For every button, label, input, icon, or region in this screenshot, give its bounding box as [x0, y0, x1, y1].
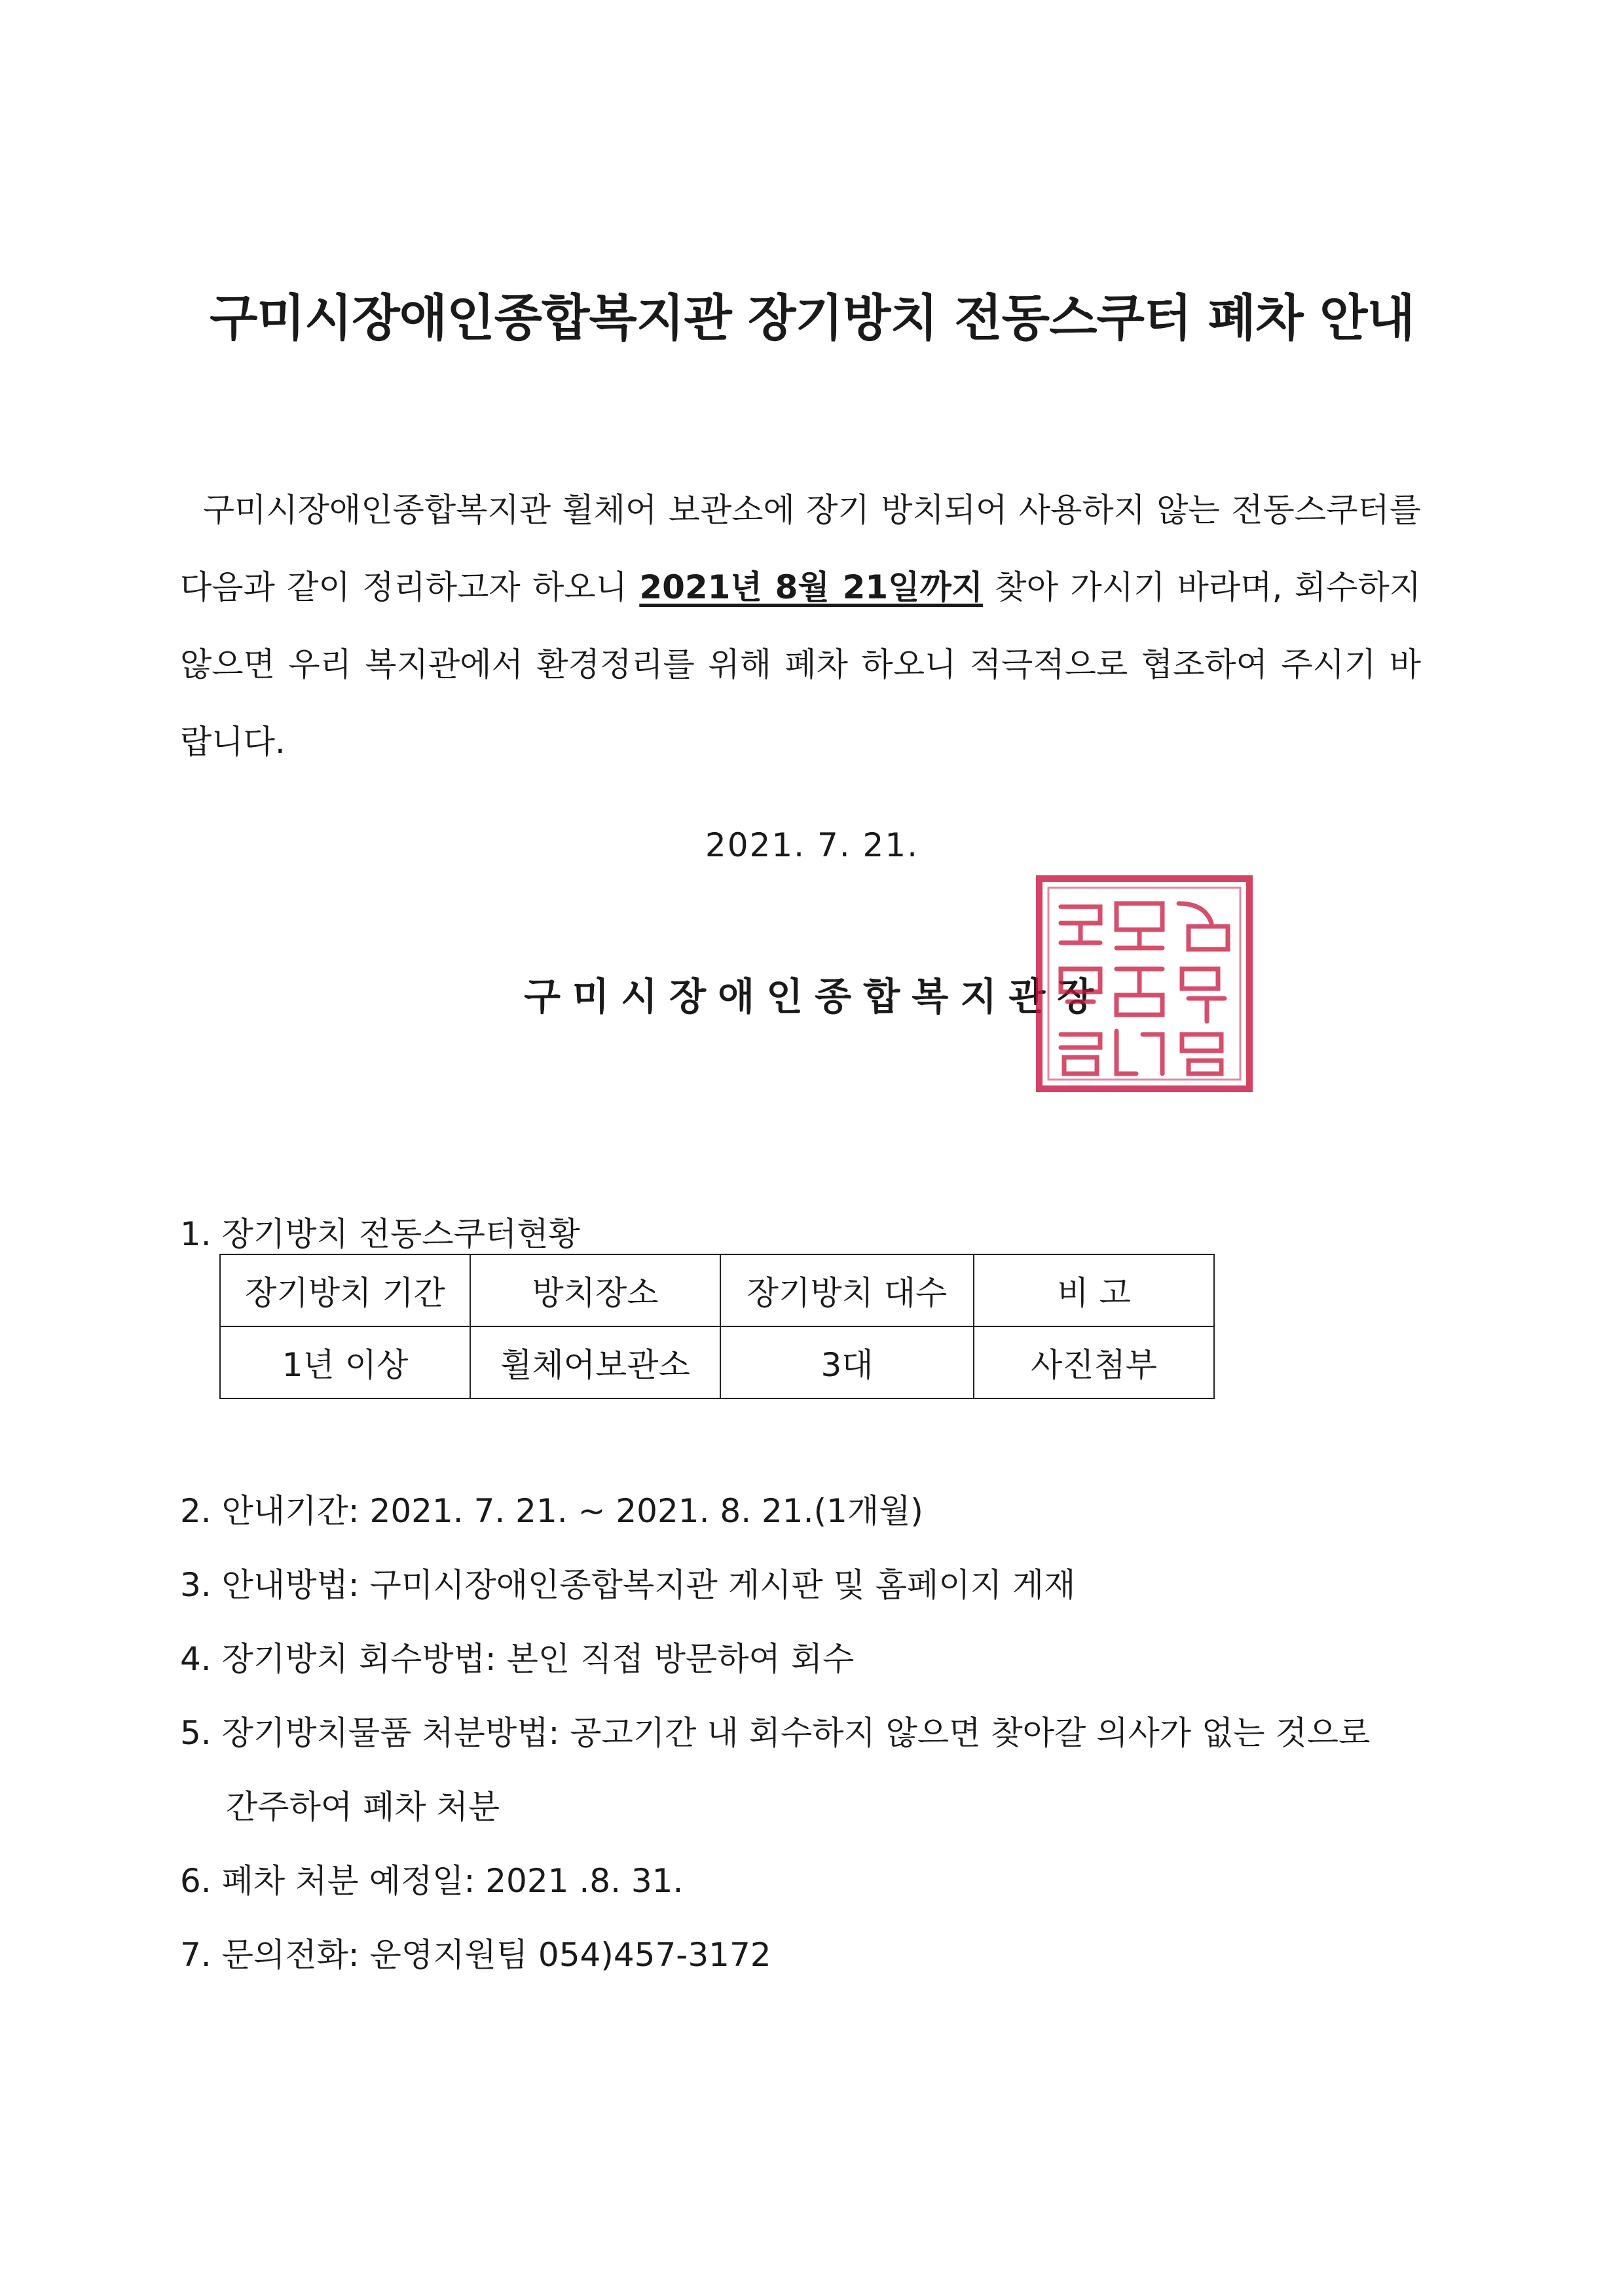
item-7: 7. 문의전화: 운영지원팀 054)457-3172: [180, 1936, 771, 1974]
item-5: 5. 장기방치물품 처분방법: 공고기간 내 회수하지 않으면 찾아갈 의사가 없는 것으로: [180, 1714, 1371, 1752]
table-row: [220, 1326, 1214, 1398]
item-6: 6. 폐차 처분 예정일: 2021 .8. 31.: [180, 1862, 684, 1900]
item-2: 2. 안내기간: 2021. 7. 21. ~ 2021. 8. 21.(1개월): [180, 1492, 923, 1530]
official-seal: [1031, 871, 1257, 1097]
table-header-row: [220, 1254, 1214, 1326]
table-header-cell: 장기방치 기간: [220, 1254, 470, 1326]
table-header-cell: 방치장소: [470, 1254, 720, 1326]
item-3: 3. 안내방법: 구미시장애인종합복지관 게시판 및 홈페이지 게재: [180, 1566, 1076, 1604]
table-cell: 3대: [720, 1326, 974, 1398]
table-header-cell: 비 고: [974, 1254, 1214, 1326]
section-1-heading: 1. 장기방치 전동스쿠터현황: [180, 1215, 580, 1253]
notice-paragraph: [180, 471, 1421, 780]
issue-date: 2021. 7. 21.: [705, 826, 919, 864]
paragraph-text-before: 구미시장애인종합복지관 휠체어 보관소에 장기 방치되어 사용하지 않는 전동스쿠터를 다음과 같이 정리하고자 하오니: [180, 491, 1421, 606]
paragraph-text-after: 찾아 가시기 바라며, 회수하지 않으면 우리 복지관에서 환경정리를 위해 폐차 하오니 적극적으로 협조하여 주시기 바랍니다.: [180, 568, 1421, 761]
item-4: 4. 장기방치 회수방법: 본인 직접 방문하여 회수: [180, 1640, 855, 1678]
item-5-continuation: 간주하여 폐차 처분: [226, 1788, 500, 1826]
deadline-emphasis: 2021년 8월 21일까지: [639, 568, 984, 606]
scooter-status-table: [219, 1254, 1215, 1399]
table-header-cell: 장기방치 대수: [720, 1254, 974, 1326]
table-cell: 휠체어보관소: [470, 1326, 720, 1398]
table-cell: 사진첨부: [974, 1326, 1214, 1398]
table-cell: 1년 이상: [220, 1326, 470, 1398]
document-title: 구미시장애인종합복지관 장기방치 전동스쿠터 폐차 안내: [210, 289, 1414, 347]
signer-name: 구미시장애인종합복지관장: [524, 974, 1106, 1019]
